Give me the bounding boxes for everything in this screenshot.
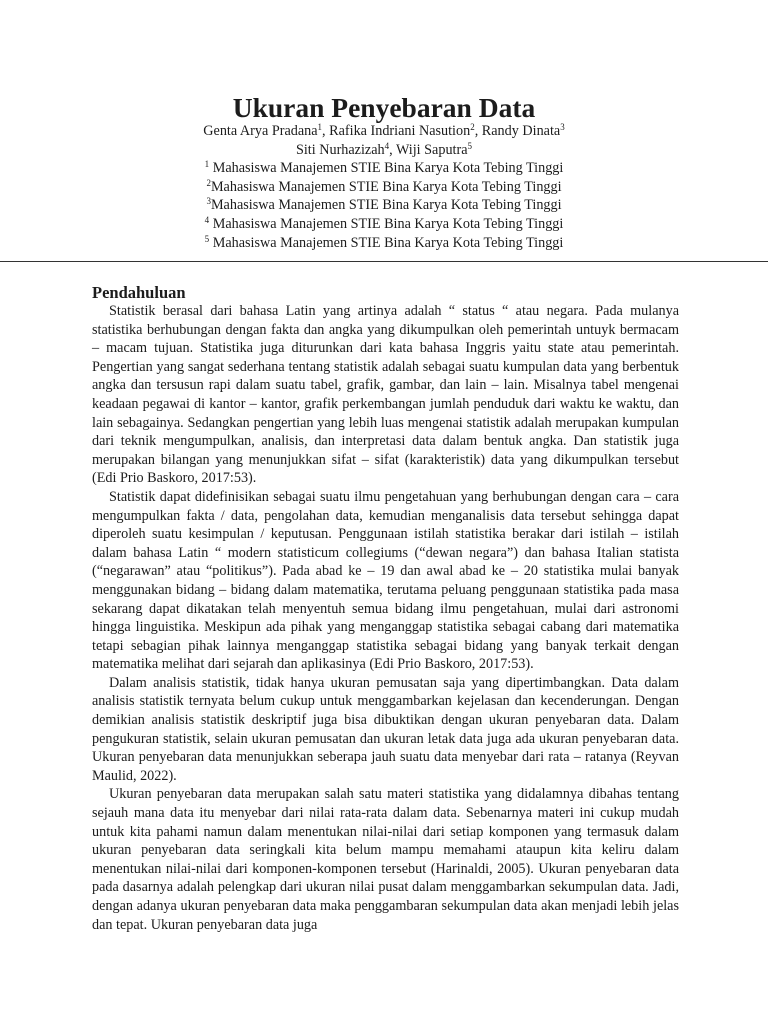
affiliation-text: Mahasiswa Manajemen STIE Bina Karya Kota Tebing Tinggi (210, 178, 562, 195)
affiliation-text: Mahasiswa Manajemen STIE Bina Karya Kota Tebing Tinggi (210, 197, 562, 214)
affiliation-line (0, 215, 768, 234)
affiliation-line (0, 234, 768, 253)
author-superscript: 3 (560, 122, 565, 132)
paragraph: Statistik berasal dari bahasa Latin yang artinya adalah “ status “ atau negara. Pada mulanya statistika berhubungan dengan fakta dan angka yang dikumpulkan oleh pemerintah untuyk bermacam – macam tujuan. Statistika juga diturunkan dari kata bahasa Inggris yaitu state atau pemerintah. Pengertian yang sangat sederhana tentang statistik adalah sebagai suatu kumpulan data yang berbentuk angka dan tersusun rapi dalam suatu tabel, grafik, gambar, dan lain – lain. Misalnya tabel mengenai keadaan pegawai di kantor – kantor, grafik perkembangan jumlah penduduk dari waktu ke waktu, dan lain sebagainya. Sedangkan pengertian yang lebih luas mengenai statistik adalah merupakan kumpulan dari teknik mengumpulkan, analisis, dan interpretasi data dalam bentuk angka. Dan statistik juga merupakan bilangan yang menunjukkan sifat – sifat (karakteristik) data yang dikumpulkan tersebut (Edi Prio Baskoro, 2017:53). (92, 303, 679, 487)
affiliation-superscript: 1 (204, 159, 210, 170)
author-name: Siti Nurhazizah (295, 141, 385, 158)
affiliation-text: Mahasiswa Manajemen STIE Bina Karya Kota Tebing Tinggi (212, 160, 564, 177)
affiliation-superscript: 3 (206, 196, 211, 207)
affiliation-text: Mahasiswa Manajemen STIE Bina Karya Kota Tebing Tinggi (212, 215, 564, 232)
affiliation-superscript: 5 (204, 233, 210, 244)
author-superscript: 5 (467, 140, 473, 151)
author-separator: , (322, 123, 330, 139)
affiliation-superscript: 2 (206, 177, 211, 188)
affiliation-superscript: 4 (204, 214, 210, 225)
affiliation-line (0, 178, 768, 197)
paragraph: Dalam analisis statistik, tidak hanya ukuran pemusatan saja yang dipertimbangkan. Data dalam analisis statistik ternyata belum cukup untuk menggambarkan kejelasan dan kecenderungan. Dengan demikian analisis statistik deskriptif juga bisa dibuktikan dengan ukuran penyebaran data. Dalam pengukuran statistik, selain ukuran pemusatan dan ukuran letak data juga ada ukuran penyebaran data. Ukuran penyebaran data menunjukkan seberapa jauh suatu data menyebar dari rata – ratanya (Reyvan Maulid, 2022). (92, 674, 679, 784)
author-line-1 (0, 122, 768, 141)
author-block (0, 122, 768, 252)
author-separator: , (474, 123, 482, 139)
paragraph: Ukuran penyebaran data merupakan salah satu materi statistika yang didalamnya dibahas tentang sejauh mana data itu menyebar dari nilai rata-rata dalam data. Sebenarnya materi ini cukup mudah untuk kita pahami namun dalam menentukan nilai-nilai dari setiap komponen yang termasuk dalam ukuran penyebaran data seringkali kita belum mampu memahami ataupun kita keliru dalam menentukan nilai-nilai dari komponen-komponen tersebut (Harinaldi, 2005). Ukuran penyebaran data pada dasarnya adalah pelengkap dari ukuran nilai pusat dalam menggambarkan sekumpulan data. Jadi, dengan adanya ukuran penyebaran data maka penggambaran sekumpulan data akan menjadi lebih jelas dan tepat. Ukuran penyebaran data juga (92, 786, 679, 933)
affiliation-text: Mahasiswa Manajemen STIE Bina Karya Kota Tebing Tinggi (212, 234, 564, 251)
author-name: Rafika Indriani Nasution (329, 123, 471, 139)
affiliation-line (0, 196, 768, 215)
section-heading: Pendahuluan (92, 283, 186, 302)
author-superscript: 4 (384, 140, 390, 151)
paragraph: Statistik dapat didefinisikan sebagai suatu ilmu pengetahuan yang berhubungan dengan cara – cara mengumpulkan fakta / data, pengolahan data, kemudian menganalisis data tersebut sehingga dapat diperoleh suatu kesimpulan / keputusan. Penggunaan istilah statistika berakar dari istilah – istilah dalam bahasa Latin “ modern statisticum collegiums (“dewan negara”) dan bahasa Italian statista (“negarawan” atau “politikus”). Pada abad ke – 19 dan awal abad ke – 20 statistika mulai banyak menggunakan bidang – bidang dalam matematika, terutama peluang penggunaan statistika pada masa sekarang dapat dikatakan telah menyentuh semua bidang ilmu pengetahuan, mulai dari astronomi hingga linguistika. Meskipun ada pihak yang menganggap statistika sebagai cabang dari matematika tetapi sebagian pihak lainnya menganggap statistika sebagai bidang yang banyak terkait dengan matematika melihat dari sejarah dan aplikasinya (Edi Prio Baskoro, 2017:53). (92, 488, 679, 673)
author-name: Wiji Saputra (395, 141, 468, 158)
author-name: Randy Dinata (481, 123, 561, 139)
author-name: Genta Arya Pradana (203, 123, 318, 139)
author-superscript: 1 (317, 122, 323, 132)
author-line-2 (0, 141, 768, 160)
author-separator: , (389, 141, 396, 158)
affiliation-line (0, 159, 768, 178)
body-text (92, 302, 679, 934)
paper-title: Ukuran Penyebaran Data (232, 92, 536, 123)
author-superscript: 2 (470, 122, 475, 132)
header-divider (0, 261, 768, 262)
